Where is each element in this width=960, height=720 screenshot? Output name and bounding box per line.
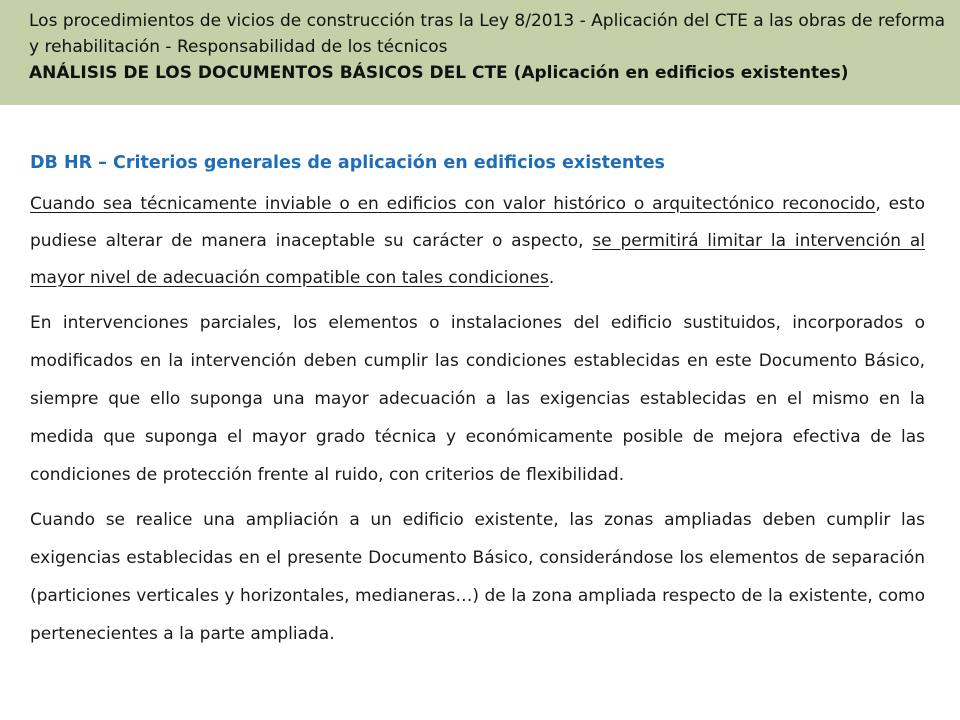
section-title: DB HR – Criterios generales de aplicación en edificios existentes [30, 153, 665, 173]
paragraph-1-underlined-end: se permitirá limitar la intervención al mayor nivel de adecuación compatible con tales condiciones [30, 231, 925, 288]
paragraph-1-underlined-start: Cuando sea técnicamente inviable o en edificios con valor histórico o arquitectónico reconocido [30, 194, 876, 214]
slide-content [30, 150, 925, 660]
paragraph-2: En intervenciones parciales, los elementos o instalaciones del edificio sustituidos, incorporados o modificados en la intervención deben cumplir las condiciones establecidas en este Documento Básico, siempre que ello suponga una mayor adecuación a las exigencias establecidas en el mismo en la medida que suponga el mayor grado técnica y económicamente posible de mejora efectiva de las condiciones de protección frente al ruido, con criterios de flexibilidad. [30, 313, 925, 485]
paragraph-1 [30, 186, 925, 297]
paragraph-1-end: . [548, 268, 555, 288]
header-subtitle: Los procedimientos de vicios de construcción tras la Ley 8/2013 - Aplicación del CTE a las obras de reforma y rehabilitación - Responsabilidad de los técnicos [29, 11, 946, 57]
header-title: ANÁLISIS DE LOS DOCUMENTOS BÁSICOS DEL CTE (Aplicación en edificios existentes) [29, 63, 849, 83]
paragraph-1-middle: , esto pudiese alterar de manera inaceptable su carácter o aspecto, [30, 194, 925, 251]
header-banner [0, 0, 960, 105]
paragraph-3: Cuando se realice una ampliación a un edificio existente, las zonas ampliadas deben cumplir las exigencias establecidas en el presente Documento Básico, considerándose los elementos de separación (particiones verticales y horizontales, medianeras…) de la zona ampliada respecto de la existente, como pertenecientes a la parte ampliada. [30, 510, 925, 644]
